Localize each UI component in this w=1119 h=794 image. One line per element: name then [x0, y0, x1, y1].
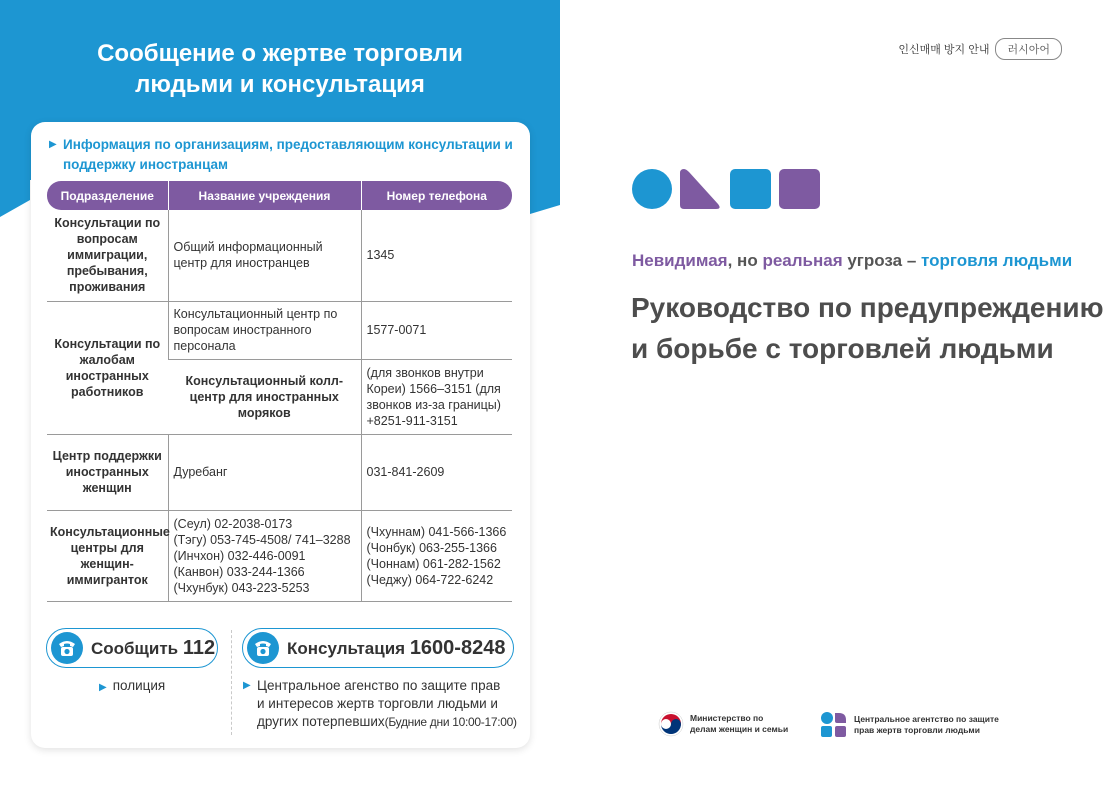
table-row [47, 210, 512, 301]
report-hotline-pill[interactable] [46, 628, 218, 668]
language-badge: 러시아어 [995, 38, 1062, 60]
division-cell: Консультационные центры для женщин-иммигранток [47, 510, 168, 601]
organizations-table [47, 181, 512, 602]
agency-logo: Центральное агентство по защите прав жертв торговли людьми [820, 711, 999, 739]
phone-cell: 1577-0071 [361, 301, 512, 359]
table-header-row [47, 181, 512, 210]
report-label: Сообщить 112 [91, 636, 216, 659]
column-header: Подразделение [47, 181, 168, 210]
left-page-title: Сообщение о жертве торговли людьми и консультация [97, 40, 463, 98]
division-cell: Консультации по вопросам иммиграции, пребывания, проживания [47, 210, 168, 301]
telephone-icon [247, 632, 279, 664]
table-row [47, 434, 512, 510]
dashed-divider [231, 630, 232, 735]
telephone-icon [51, 632, 83, 664]
triangle-arrow-icon: ▶ [49, 139, 57, 150]
main-title: Руководство по предупреждению и борьбе с торговлей людьми [631, 292, 1104, 364]
logo-shapes [631, 168, 821, 210]
column-header: Номер телефона [361, 181, 512, 210]
phone-cell: (Чхуннам) 041-566-1366 (Чонбук) 063-255-1366 (Чоннам) 061-282-1562 (Чеджу) 064-722-6242 [361, 510, 512, 601]
card-heading: ▶ Информация по организациям, предоставляющим консультации и поддержку иностранцам [49, 137, 513, 172]
square-shape-blue [730, 169, 771, 209]
logos-footer [656, 711, 1056, 743]
triangle-shape [680, 169, 720, 209]
institution-cell: Общий информационный центр для иностранцев [168, 210, 361, 301]
tagline: Невидимая, но реальная угроза – торговля людьми [632, 251, 1073, 270]
brochure-label: 인신매매 방지 안내 러시아어 [898, 38, 1062, 60]
square-shape-purple [779, 169, 820, 209]
institution-cell: Консультационный центр по вопросам иностранного персонала [168, 301, 361, 359]
phone-cell: 031-841-2609 [361, 434, 512, 510]
agency-shapes-icon [820, 711, 848, 739]
info-card [31, 122, 530, 748]
institution-cell: (Сеул) 02-2038-0173 (Тэгу) 053-745-4508/ 741–3288 (Инчхон) 032-446-0091 (Канвон) 033-244-1366 (Чхунбук) 043-223-5253 [168, 510, 361, 601]
table-row [47, 301, 512, 359]
column-header: Название учреждения [168, 181, 361, 210]
phone-cell: (для звонков внутри Кореи) 1566–3151 (для звонков из-за границы) +8251-911-3151 [361, 359, 512, 434]
triangle-arrow-icon: ▶ [99, 682, 107, 693]
taegeuk-emblem-icon [658, 711, 684, 737]
institution-cell: Дуребанг [168, 434, 361, 510]
police-note: ▶ полиция [99, 678, 166, 693]
ministry-logo: Министерство по делам женщин и семьи [658, 711, 788, 737]
division-cell: Центр поддержки иностранных женщин [47, 434, 168, 510]
division-cell: Консультации по жалобам иностранных работников [47, 301, 168, 434]
institution-cell: Консультационный колл-центр для иностранных моряков [168, 359, 361, 434]
consultation-label: Консультация 1600-8248 [287, 636, 506, 659]
circle-shape [632, 169, 672, 209]
triangle-arrow-icon: ▶ [243, 680, 251, 691]
consultation-hotline-pill[interactable] [242, 628, 514, 668]
right-page [560, 0, 1119, 794]
phone-cell: 1345 [361, 210, 512, 301]
agency-note: ▶ Центральное агенство по защите прав и интересов жертв торговли людьми и других потерпевших(Будние дни 10:00-17:00) [243, 678, 517, 729]
table-row [47, 510, 512, 601]
